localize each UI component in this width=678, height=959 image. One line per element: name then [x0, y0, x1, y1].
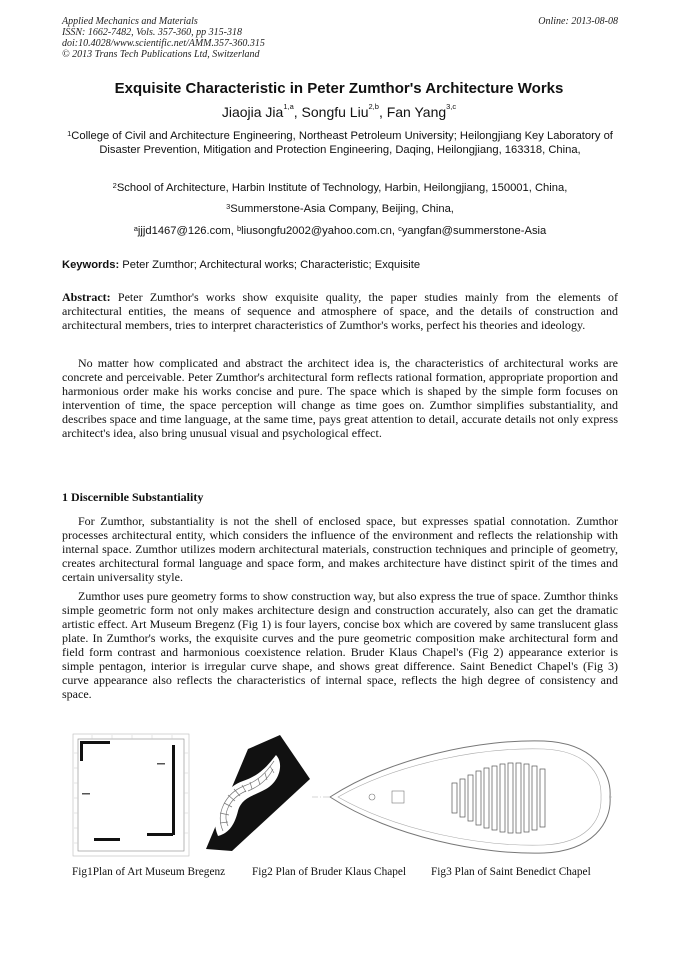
- abstract-label: Abstract:: [62, 290, 111, 304]
- copyright-line: © 2013 Trans Tech Publications Ltd, Switzerland: [62, 49, 260, 60]
- affiliation-sup: 2: [112, 181, 117, 190]
- email-address[interactable]: yangfan@summerstone-Asia: [401, 225, 547, 237]
- email-sep: ,: [230, 225, 237, 237]
- journal-name: Applied Mechanics and Materials: [62, 16, 198, 27]
- affiliation-sup: 1: [67, 129, 72, 138]
- keywords: [62, 259, 618, 271]
- affiliation-1: [62, 129, 618, 157]
- affiliation-text: School of Architecture, Harbin Institute of Technology, Harbin, Heilongjiang, 150001, China,: [116, 182, 568, 194]
- online-date: Online: 2013-08-08: [538, 16, 618, 27]
- author-name: Jiaojia Jia: [221, 104, 284, 120]
- figure-3-saint-benedict-plan: [312, 733, 614, 857]
- email-sup: b: [236, 224, 242, 233]
- email-address[interactable]: liusongfu2002@yahoo.com.cn: [241, 225, 392, 237]
- body-paragraph-2: Zumthor uses pure geometry forms to show construction way, but also express the true of space. Zumthor thinks simple geometric form not only makes architecture design and construction accurately, also can get the dramatic artistic effect. Art Museum Bregenz (Fig 1) is four layers, concise box which are covered by same translucent glass plate. In Zumthor's works, the exquisite curves and the pure geometric composition make architectural form and field form contrast and harmonious coexistence relation. Bruder Klaus Chapel's (Fig 2) appearance exterior is simple pentagon, interior is irregular curve shape, and shows great difference. Saint Benedict Chapel's (Fig 3) curve appearance also reflects the characteristics of internal space, reflects the high degree of consistency and space.: [62, 589, 618, 701]
- affiliation-text: Summerstone-Asia Company, Beijing, China,: [230, 203, 454, 215]
- author-sup: 1,a: [283, 102, 294, 111]
- abstract-text: Peter Zumthor's works show exquisite quality, the paper studies mainly from the elements of architectural entities, the means of sequence and atmosphere of space, and the details of construction and architectural members, tries to interpret characteristics of Zumthor's works, perfect his theories and ideology.: [62, 290, 618, 332]
- body-paragraph-1: For Zumthor, substantiality is not the shell of enclosed space, but expresses spatial connotation. Zumthor processes architectural entity, which considers the influence of the environment and reflects the relationship with internal space. Zumthor utilizes modern architectural materials, construction techniques and principle of geometry, creates architectural formal language and space form, and makes architecture have distinct spirit of the times and certain universality style.: [62, 514, 618, 584]
- section-heading: 1 Discernible Substantiality: [62, 490, 204, 504]
- figure-3-caption: Fig3 Plan of Saint Benedict Chapel: [431, 866, 591, 878]
- email-sup: c: [398, 224, 402, 233]
- abstract: [62, 290, 618, 332]
- keywords-text: Peter Zumthor; Architectural works; Characteristic; Exquisite: [119, 259, 421, 271]
- issn-line: ISSN: 1662-7482, Vols. 357-360, pp 315-318: [62, 27, 242, 38]
- doi-line: doi:10.4028/www.scientific.net/AMM.357-360.315: [62, 38, 265, 49]
- email-sup: a: [133, 224, 138, 233]
- figure-2-caption: Fig2 Plan of Bruder Klaus Chapel: [252, 866, 407, 878]
- paper-title: Exquisite Characteristic in Peter Zumthor's Architecture Works: [114, 80, 564, 97]
- running-header: [62, 16, 618, 60]
- affiliation-3: [62, 202, 618, 216]
- affiliation-text: College of Civil and Architecture Engineering, Northeast Petroleum University; Heilongjiang Key Laboratory of Disaster Prevention, Mitigation and Protection Engineering, Daqing, Heilongjiang, 163318, China,: [71, 130, 613, 156]
- email-address[interactable]: jjjd1467@126.com: [137, 225, 231, 237]
- email-line: [62, 224, 618, 238]
- author-sep: ,: [293, 104, 302, 120]
- figure-1-art-museum-plan: [72, 733, 190, 857]
- author-list: [40, 104, 638, 120]
- author-sup: 3,c: [446, 102, 457, 111]
- affiliation-2: [62, 181, 618, 195]
- figure-1-caption: Fig1Plan of Art Museum Bregenz: [72, 866, 226, 878]
- email-sep: ,: [391, 225, 399, 237]
- author-name: Songfu Liu: [301, 104, 369, 120]
- author-name: Fan Yang: [386, 104, 447, 120]
- author-sep: ,: [378, 104, 387, 120]
- affiliation-sup: 3: [226, 202, 231, 211]
- intro-paragraph: No matter how complicated and abstract the architect idea is, the characteristics of architectural works are concrete and perceivable. Peter Zumthor's architectural form reflects rational formation, appropriate proportion and harmonious order make his works concise and pure. The space which is shaped by the simple form focuses on intervention of time, the space perception will change as time goes on. Zumthor simplifies substantiality, and describes space and time language, at the same time, pays great attention to detail, accurate details not only express architect's idea, also bring unusual visual and psychological effect.: [62, 356, 618, 440]
- keywords-label: Keywords:: [62, 259, 120, 271]
- figure-2-chapel-plan: [188, 733, 312, 857]
- author-sup: 2,b: [368, 102, 379, 111]
